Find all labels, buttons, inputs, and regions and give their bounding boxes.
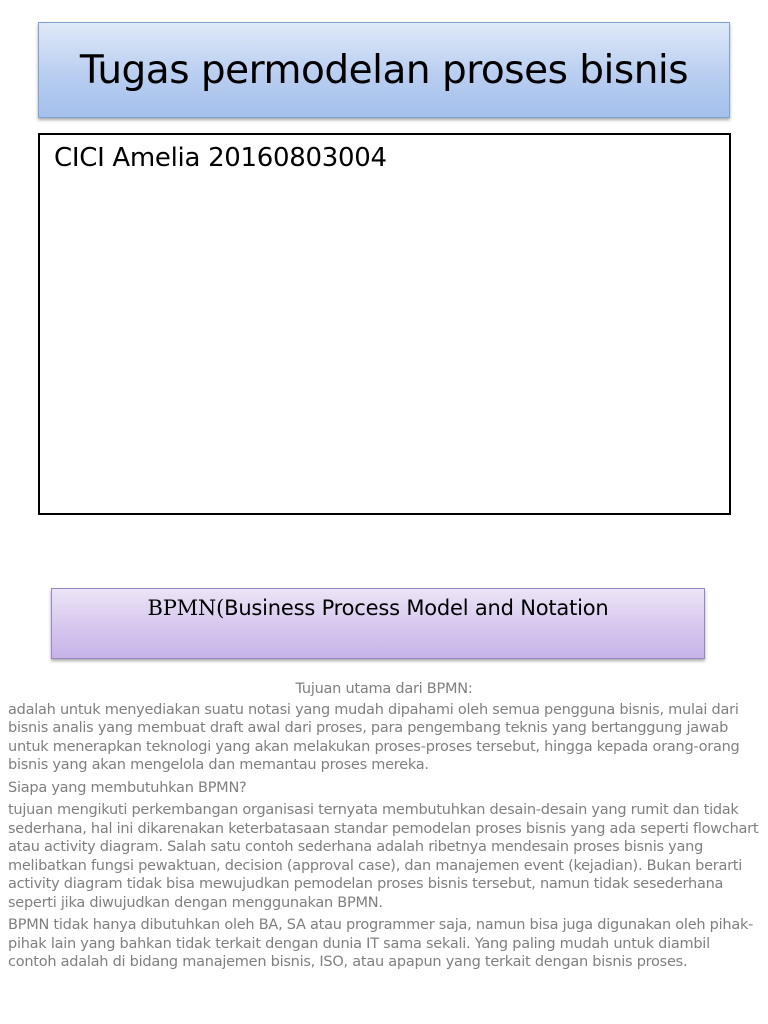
author-name: CICI Amelia 20160803004 <box>54 143 387 173</box>
paragraph-development: tujuan mengikuti perkembangan organisasi ternyata membutuhkan desain-desain yang rumit dan tidak sederhana, hal ini dikarenakan keterbatasaan standar pemodelan proses bisnis yang ada seperti flowchart atau activity diagram. Salah satu contoh sederhana adalah ribetnya mendesain proses bisnis yang melibatkan fungsi pewaktuan, decision (approval case), dan manajemen event (kejadian). Bukan berarti activity diagram tidak bisa mewujudkan pemodelan proses bisnis tersebut, namun tidak sesederhana seperti jika diwujudkan dengan menggunakan BPMN. <box>8 802 759 911</box>
paragraph-users: BPMN tidak hanya dibutuhkan oleh BA, SA atau programmer saja, namun bisa juga digunakan oleh pihak-pihak lain yang bahkan tidak terkait dengan dunia IT sama sekali. Yang paling mudah untuk diambil contoh adalah di bidang manajemen bisnis, ISO, atau apapun yang terkait dengan bisnis proses. <box>8 917 754 970</box>
goal-heading: Tujuan utama dari BPMN: <box>295 681 473 697</box>
bpmn-body-text <box>8 680 760 976</box>
bpmn-title-prefix: BPMN( <box>147 596 225 620</box>
goal-text: adalah untuk menyediakan suatu notasi yang mudah dipahami oleh semua pengguna bisnis, mulai dari bisnis analis yang membuat draft awal dari proses, para pengembang teknis yang bertanggung jawab untuk menerapkan teknologi yang akan melakukan proses-proses tersebut, hingga kepada orang-orang bisnis yang akan mengelola dan memantau proses mereka. <box>8 701 740 773</box>
bpmn-title-box <box>51 588 705 659</box>
slide-title-box <box>38 22 730 118</box>
slide-title: Tugas permodelan proses bisnis <box>79 47 689 93</box>
bpmn-title <box>147 596 608 620</box>
who-heading: Siapa yang membutuhkan BPMN? <box>8 779 247 796</box>
slide-content-box <box>38 133 731 515</box>
bpmn-title-rest: Business Process Model and Notation <box>224 596 609 620</box>
